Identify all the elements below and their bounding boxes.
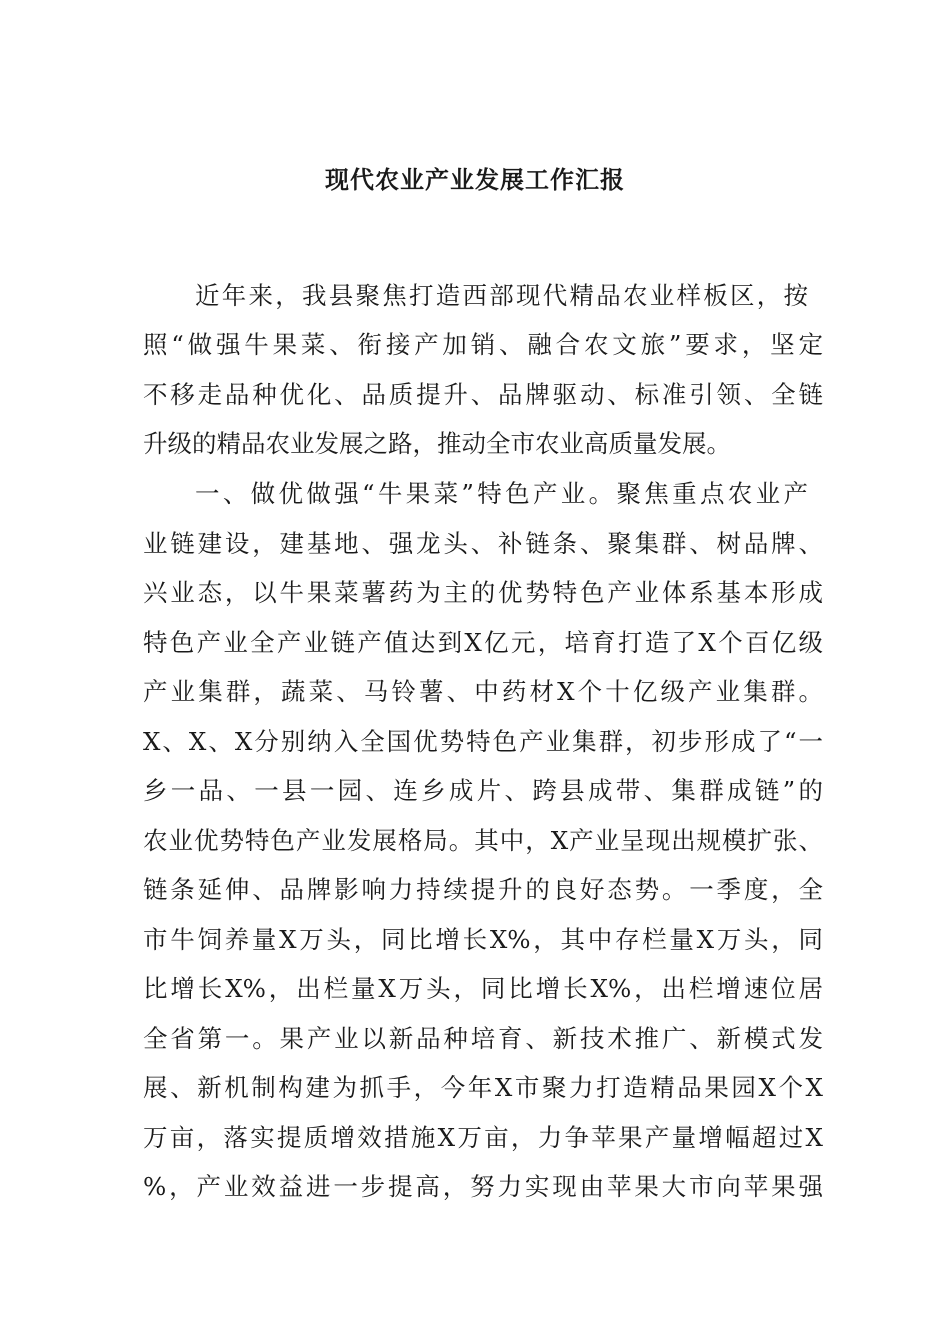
paragraph-line: 近年来，我县聚焦打造西部现代精品农业样板区，按 (195, 281, 808, 310)
paragraph-line: 链条延伸、品牌影响力持续提升的良好态势。一季度，全 (143, 875, 823, 904)
paragraph-line: 市牛饲养量X万头，同比增长X%，其中存栏量X万头，同 (143, 925, 823, 954)
document-title: 现代农业产业发展工作汇报 (325, 165, 625, 194)
paragraph-line: 万亩，落实提质增效措施X万亩，力争苹果产量增幅超过X (143, 1123, 823, 1152)
paragraph-line: 比增长X%，出栏量X万头，同比增长X%，出栏增速位居 (143, 974, 823, 1003)
paragraph-line: 照“做强牛果菜、衔接产加销、融合农文旅”要求，坚定 (143, 330, 823, 359)
paragraph-line: 不移走品种优化、品质提升、品牌驱动、标准引领、全链 (143, 380, 823, 409)
paragraph-line: 全省第一。果产业以新品种培育、新技术推广、新模式发 (143, 1024, 823, 1053)
paragraph-line: 特色产业全产业链产值达到X亿元，培育打造了X个百亿级 (143, 628, 823, 657)
paragraph-line: 展、新机制构建为抓手，今年X市聚力打造精品果园X个X (143, 1073, 823, 1102)
paragraph-line: 一、做优做强“牛果菜”特色产业。聚焦重点农业产 (195, 479, 808, 508)
paragraph-line: 产业集群，蔬菜、马铃薯、中药材X个十亿级产业集群。 (143, 677, 823, 706)
paragraph-line: 乡一品、一县一园、连乡成片、跨县成带、集群成链”的 (143, 776, 823, 805)
paragraph-line: 兴业态，以牛果菜薯药为主的优势特色产业体系基本形成 (143, 578, 823, 607)
paragraph-line: %，产业效益进一步提高，努力实现由苹果大市向苹果强 (143, 1172, 823, 1201)
paragraph-line: 农业优势特色产业发展格局。其中，X产业呈现出规模扩张、 (143, 826, 823, 855)
paragraph-line: 业链建设，建基地、强龙头、补链条、聚集群、树品牌、 (143, 529, 823, 558)
paragraph-line: 升级的精品农业发展之路，推动全市农业高质量发展。 (143, 429, 731, 458)
paragraph-line: X、X、X分别纳入全国优势特色产业集群，初步形成了“一 (143, 727, 823, 756)
